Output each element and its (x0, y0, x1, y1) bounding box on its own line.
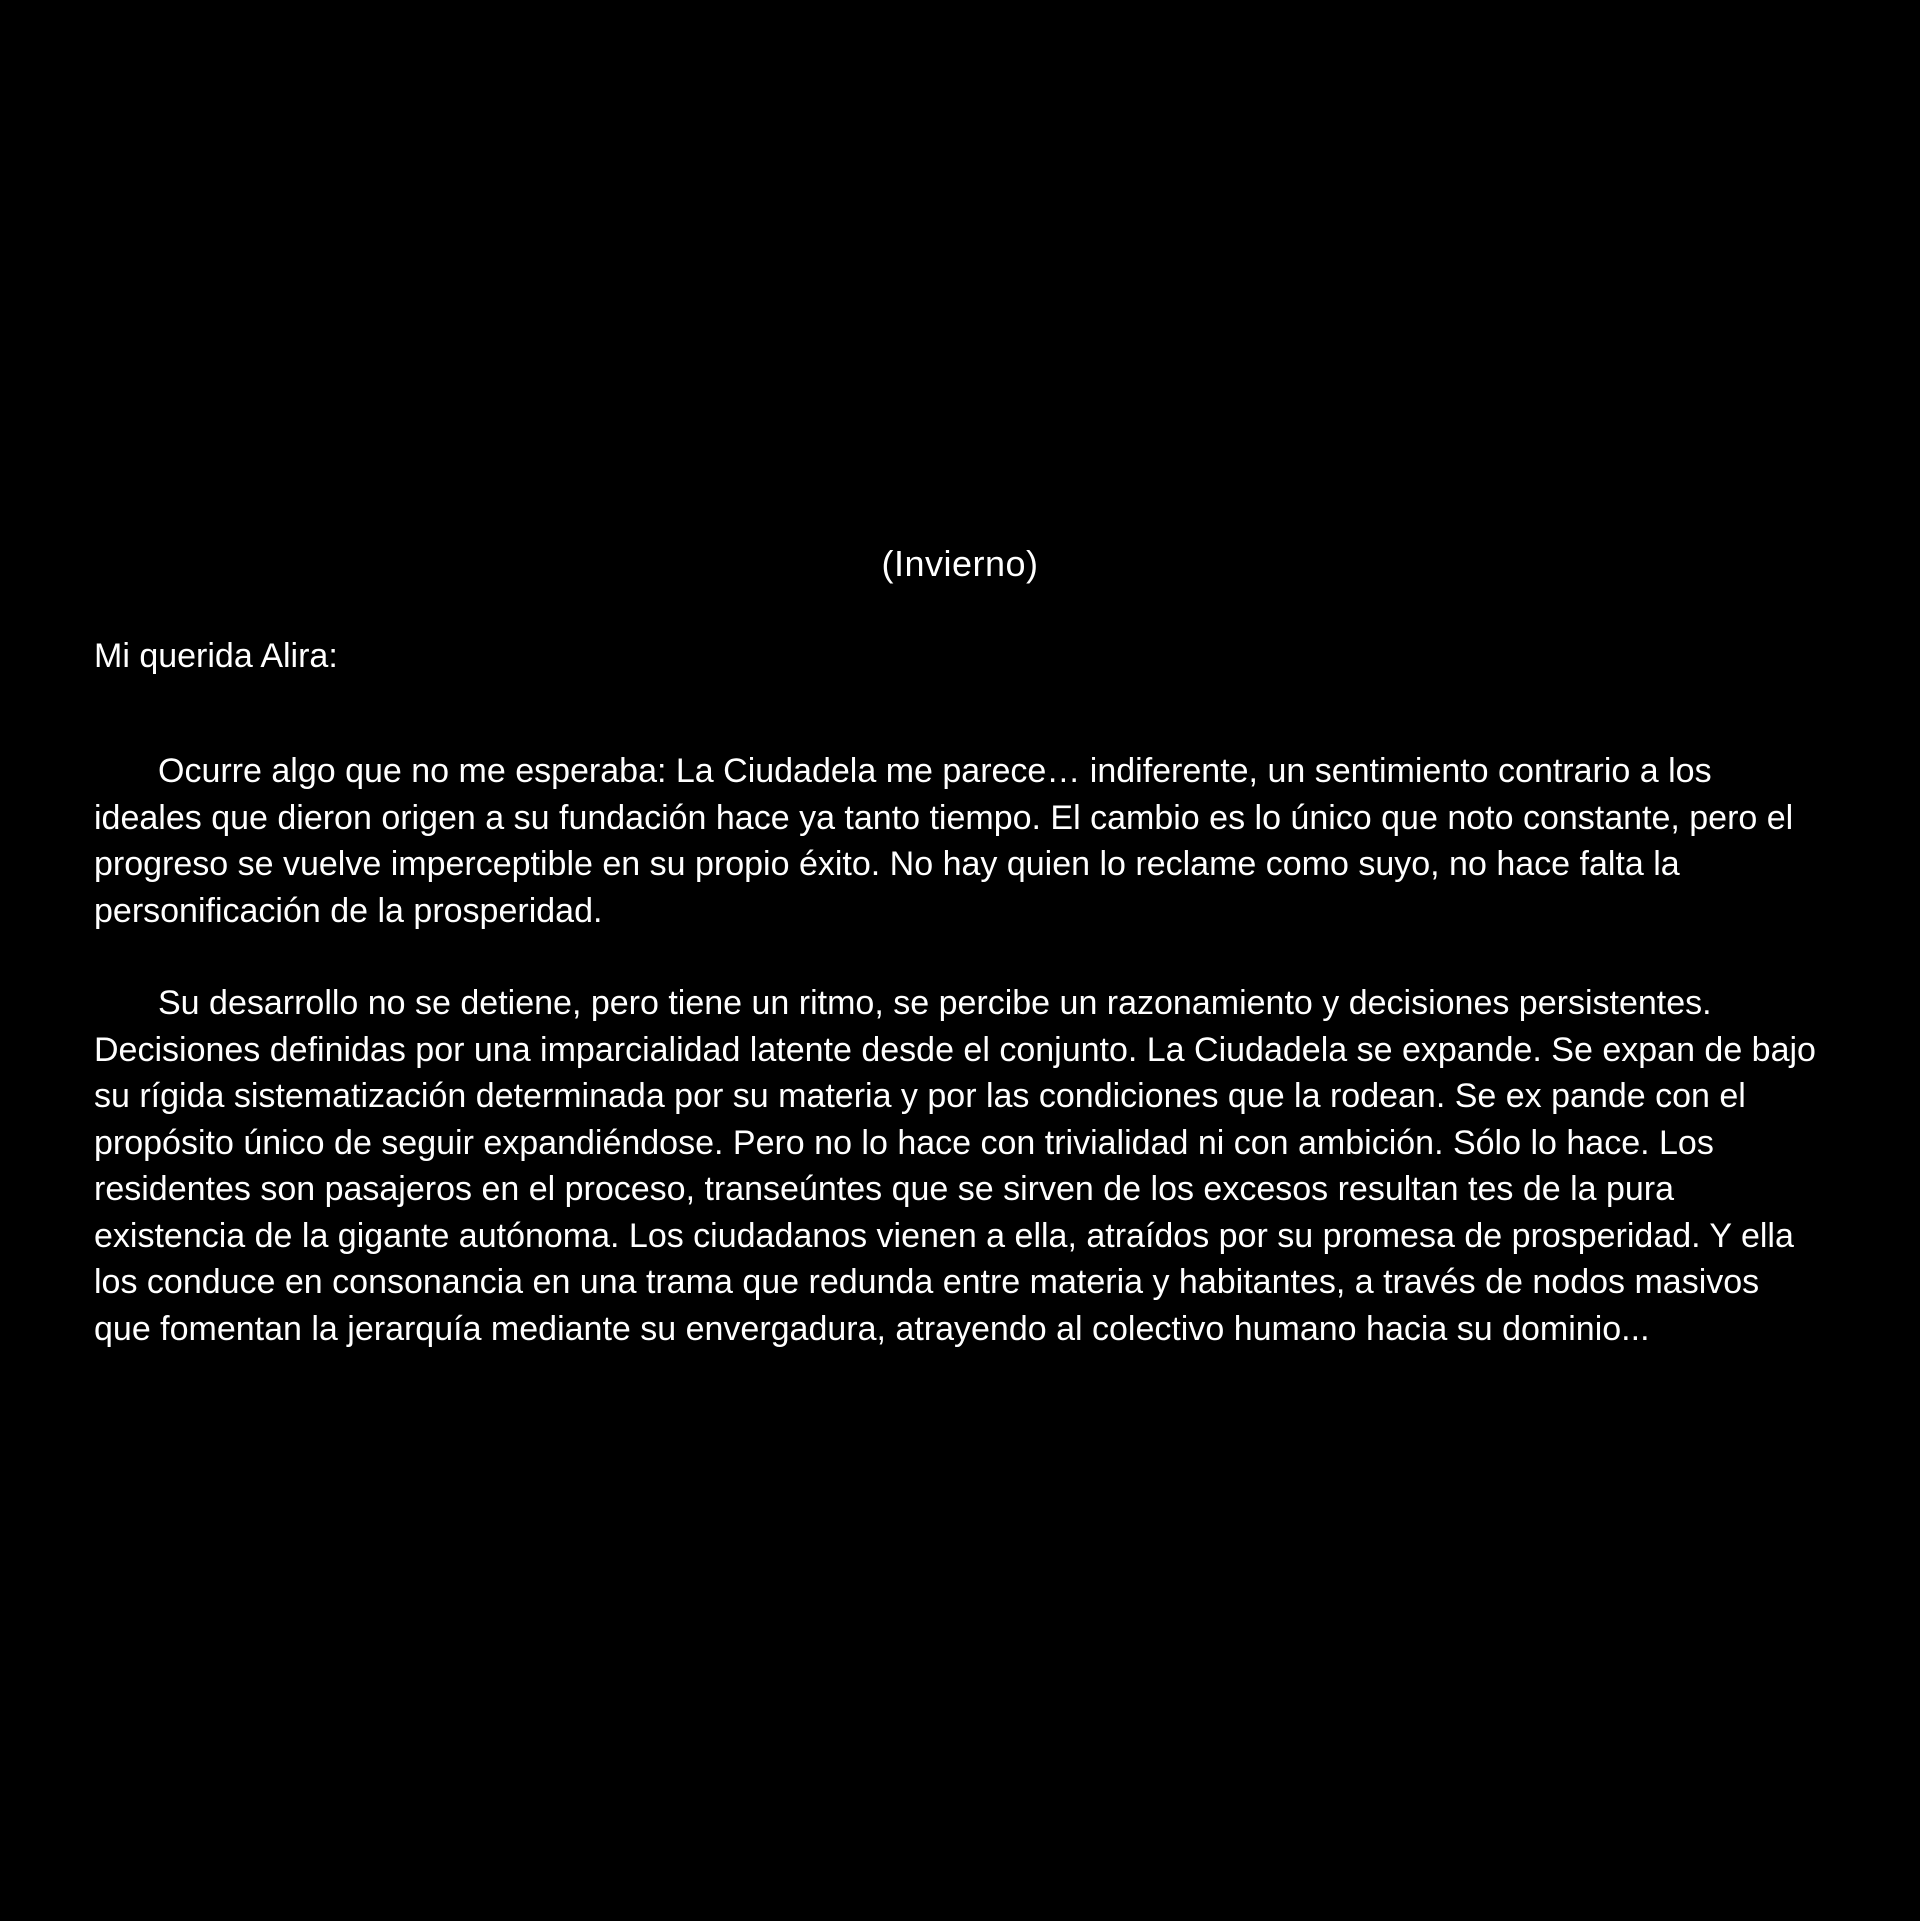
salutation: Mi querida Alira: (94, 637, 338, 675)
paragraph-1: Ocurre algo que no me esperaba: La Ciudadela me parece… indiferente, un sentimiento contrario a los ideales que dieron origen a su fundación hace ya tanto tiempo. El cambio es lo único que noto constante, pero el progreso se vuelve imperceptible en su propio éxito. No hay quien lo reclame como suyo, no hace falta la personificación de la prosperidad. (94, 752, 1794, 930)
paragraph-2: Su desarrollo no se detiene, pero tiene un ritmo, se percibe un razonamiento y decisiones persistentes. Decisiones definidas por una imparcialidad latente desde el conjunto. La Ciudadela se expande. Se expan de bajo su rígida sistematización determinada por su materia y por las condiciones que la rodean. Se ex pande con el propósito único de seguir expandiéndose. Pero no lo hace con trivialidad ni con ambición. Sólo lo hace. Los residentes son pasajeros en el proceso, transeúntes que se sirven de los excesos resultan tes de la pura existencia de la gigante autónoma. Los ciudadanos vienen a ella, atraídos por su promesa de prosperidad. Y ella los conduce en consonancia en una trama que redunda entre materia y habitantes, a través de nodos masivos que fomentan la jerarquía mediante su envergadura, atrayendo al colectivo humano hacia su dominio... (94, 984, 1816, 1348)
letter-body (94, 630, 1824, 1352)
season-title: (Invierno) (881, 543, 1039, 584)
